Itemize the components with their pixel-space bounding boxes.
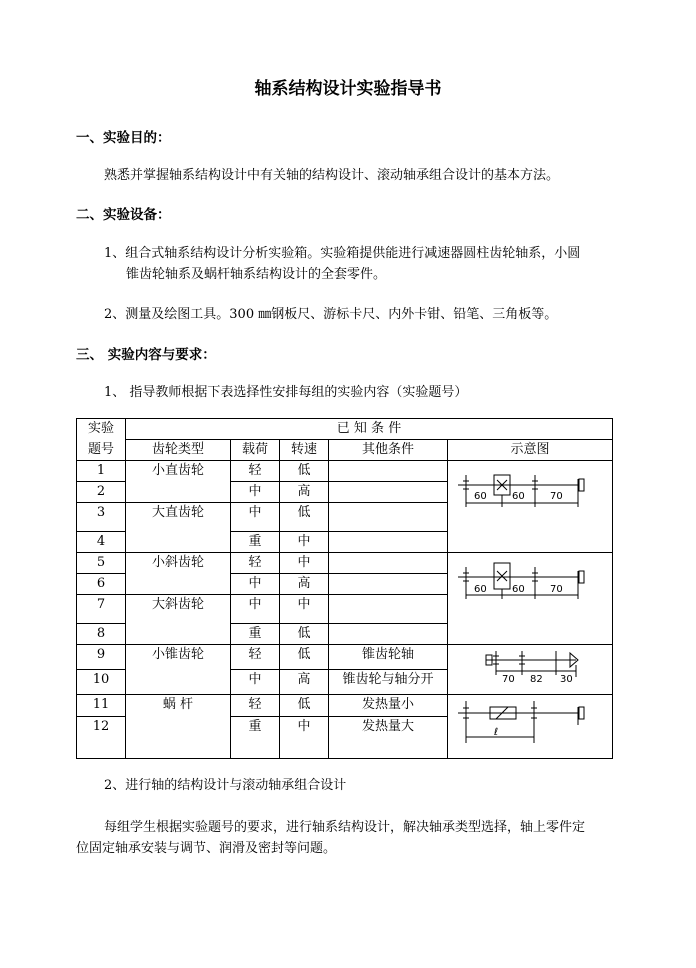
cell-load: 中 <box>231 670 280 695</box>
dim-label: 70 <box>550 584 563 595</box>
page-title: 轴系结构设计实验指导书 <box>254 79 442 99</box>
cell-gear-type: 小斜齿轮 <box>126 553 231 595</box>
cell-no: 6 <box>77 574 126 595</box>
cell-other: 发热量大 <box>329 717 448 759</box>
cell-load: 中 <box>231 595 280 624</box>
section-1-text: 熟悉并掌握轴系结构设计中有关轴的结构设计、滚动轴承组合设计的基本方法。 <box>104 168 560 183</box>
content-para-line-2: 位固定轴承安装与调节、润滑及密封等问题。 <box>76 841 337 856</box>
cell-load: 中 <box>231 574 280 595</box>
shaft-diagram-1 <box>450 461 610 545</box>
cell-other <box>329 503 448 532</box>
content-item-2: 2、进行轴的结构设计与滚动轴承组合设计 <box>104 778 347 793</box>
cell-speed: 中 <box>280 595 329 624</box>
cell-no: 5 <box>77 553 126 574</box>
header-load: 载荷 <box>231 440 280 461</box>
shaft-diagram-4 <box>450 695 610 751</box>
section-3-heading: 三、 实验内容与要求： <box>76 347 216 363</box>
dim-label: 60 <box>512 491 525 502</box>
cell-gear-type: 大斜齿轮 <box>126 595 231 645</box>
dim-label: ℓ <box>494 727 499 738</box>
cell-no: 2 <box>77 482 126 503</box>
cell-other: 锥齿轮轴 <box>329 645 448 670</box>
cell-gear-type: 蜗 杆 <box>126 695 231 759</box>
cell-no: 8 <box>77 624 126 645</box>
equipment-item-1-line-1: 1、组合式轴系结构设计分析实验箱。实验箱提供能进行减速器圆柱齿轮轴系，小圆 <box>104 246 581 261</box>
cell-other <box>329 461 448 482</box>
cell-other <box>329 574 448 595</box>
cell-other <box>329 532 448 553</box>
cell-load: 重 <box>231 532 280 553</box>
cell-speed: 中 <box>280 553 329 574</box>
dim-label: 60 <box>474 584 487 595</box>
cell-load: 中 <box>231 482 280 503</box>
cell-no: 11 <box>77 695 126 717</box>
section-1-heading: 一、实验目的： <box>76 130 171 146</box>
cell-no: 1 <box>77 461 126 482</box>
cell-load: 轻 <box>231 553 280 574</box>
cell-speed: 高 <box>280 670 329 695</box>
cell-no: 10 <box>77 670 126 695</box>
header-diagram: 示意图 <box>448 440 613 461</box>
dim-label: 30 <box>560 674 573 685</box>
cell-load: 中 <box>231 503 280 532</box>
cell-speed: 中 <box>280 717 329 759</box>
cell-other: 发热量小 <box>329 695 448 717</box>
cell-no: 4 <box>77 532 126 553</box>
table-row <box>77 645 613 670</box>
cell-speed: 低 <box>280 645 329 670</box>
header-other: 其他条件 <box>329 440 448 461</box>
diagram-cell-1 <box>448 461 613 553</box>
cell-load: 重 <box>231 624 280 645</box>
cell-no: 7 <box>77 595 126 624</box>
cell-speed: 低 <box>280 624 329 645</box>
cell-gear-type: 大直齿轮 <box>126 503 231 553</box>
cell-other: 锥齿轮与轴分开 <box>329 670 448 695</box>
table-row <box>77 553 613 574</box>
dim-label: 82 <box>530 674 543 685</box>
content-para-line-1: 每组学生根据实验题号的要求，进行轴系结构设计，解决轴承类型选择，轴上零件定 <box>104 820 586 835</box>
cell-speed: 低 <box>280 695 329 717</box>
cell-no: 9 <box>77 645 126 670</box>
table-row <box>77 695 613 717</box>
cell-no: 3 <box>77 503 126 532</box>
cell-load: 重 <box>231 717 280 759</box>
cell-gear-type: 小直齿轮 <box>126 461 231 503</box>
cell-gear-type: 小锥齿轮 <box>126 645 231 695</box>
header-known-conditions: 已 知 条 件 <box>126 419 613 440</box>
cell-other <box>329 553 448 574</box>
header-gear-type: 齿轮类型 <box>126 440 231 461</box>
cell-load: 轻 <box>231 461 280 482</box>
dim-label: 70 <box>502 674 515 685</box>
experiment-table <box>76 418 613 759</box>
table-row <box>77 461 613 482</box>
cell-speed: 低 <box>280 503 329 532</box>
cell-speed: 中 <box>280 532 329 553</box>
shaft-diagram-2 <box>450 553 610 637</box>
header-no: 题号 <box>77 440 126 461</box>
cell-other <box>329 595 448 624</box>
cell-load: 轻 <box>231 695 280 717</box>
cell-other <box>329 482 448 503</box>
cell-other <box>329 624 448 645</box>
dim-label: 70 <box>550 491 563 502</box>
cell-speed: 高 <box>280 574 329 595</box>
cell-no: 12 <box>77 717 126 759</box>
dim-label: 60 <box>512 584 525 595</box>
header-speed: 转速 <box>280 440 329 461</box>
equipment-item-1-line-2: 锥齿轮轴系及蜗杆轴系结构设计的全套零件。 <box>126 267 387 282</box>
section-2-heading: 二、实验设备： <box>76 207 171 223</box>
diagram-cell-2 <box>448 553 613 645</box>
equipment-item-2: 2、测量及绘图工具。300 ㎜钢板尺、游标卡尺、内外卡钳、铅笔、三角板等。 <box>104 307 558 322</box>
shaft-diagram-3 <box>450 645 610 687</box>
content-item-1: 1、 指导教师根据下表选择性安排每组的实验内容（实验题号） <box>104 385 468 400</box>
cell-speed: 低 <box>280 461 329 482</box>
header-exp: 实验 <box>77 419 126 440</box>
diagram-cell-4 <box>448 695 613 759</box>
cell-load: 轻 <box>231 645 280 670</box>
dim-label: 60 <box>474 491 487 502</box>
diagram-cell-3 <box>448 645 613 695</box>
cell-speed: 高 <box>280 482 329 503</box>
